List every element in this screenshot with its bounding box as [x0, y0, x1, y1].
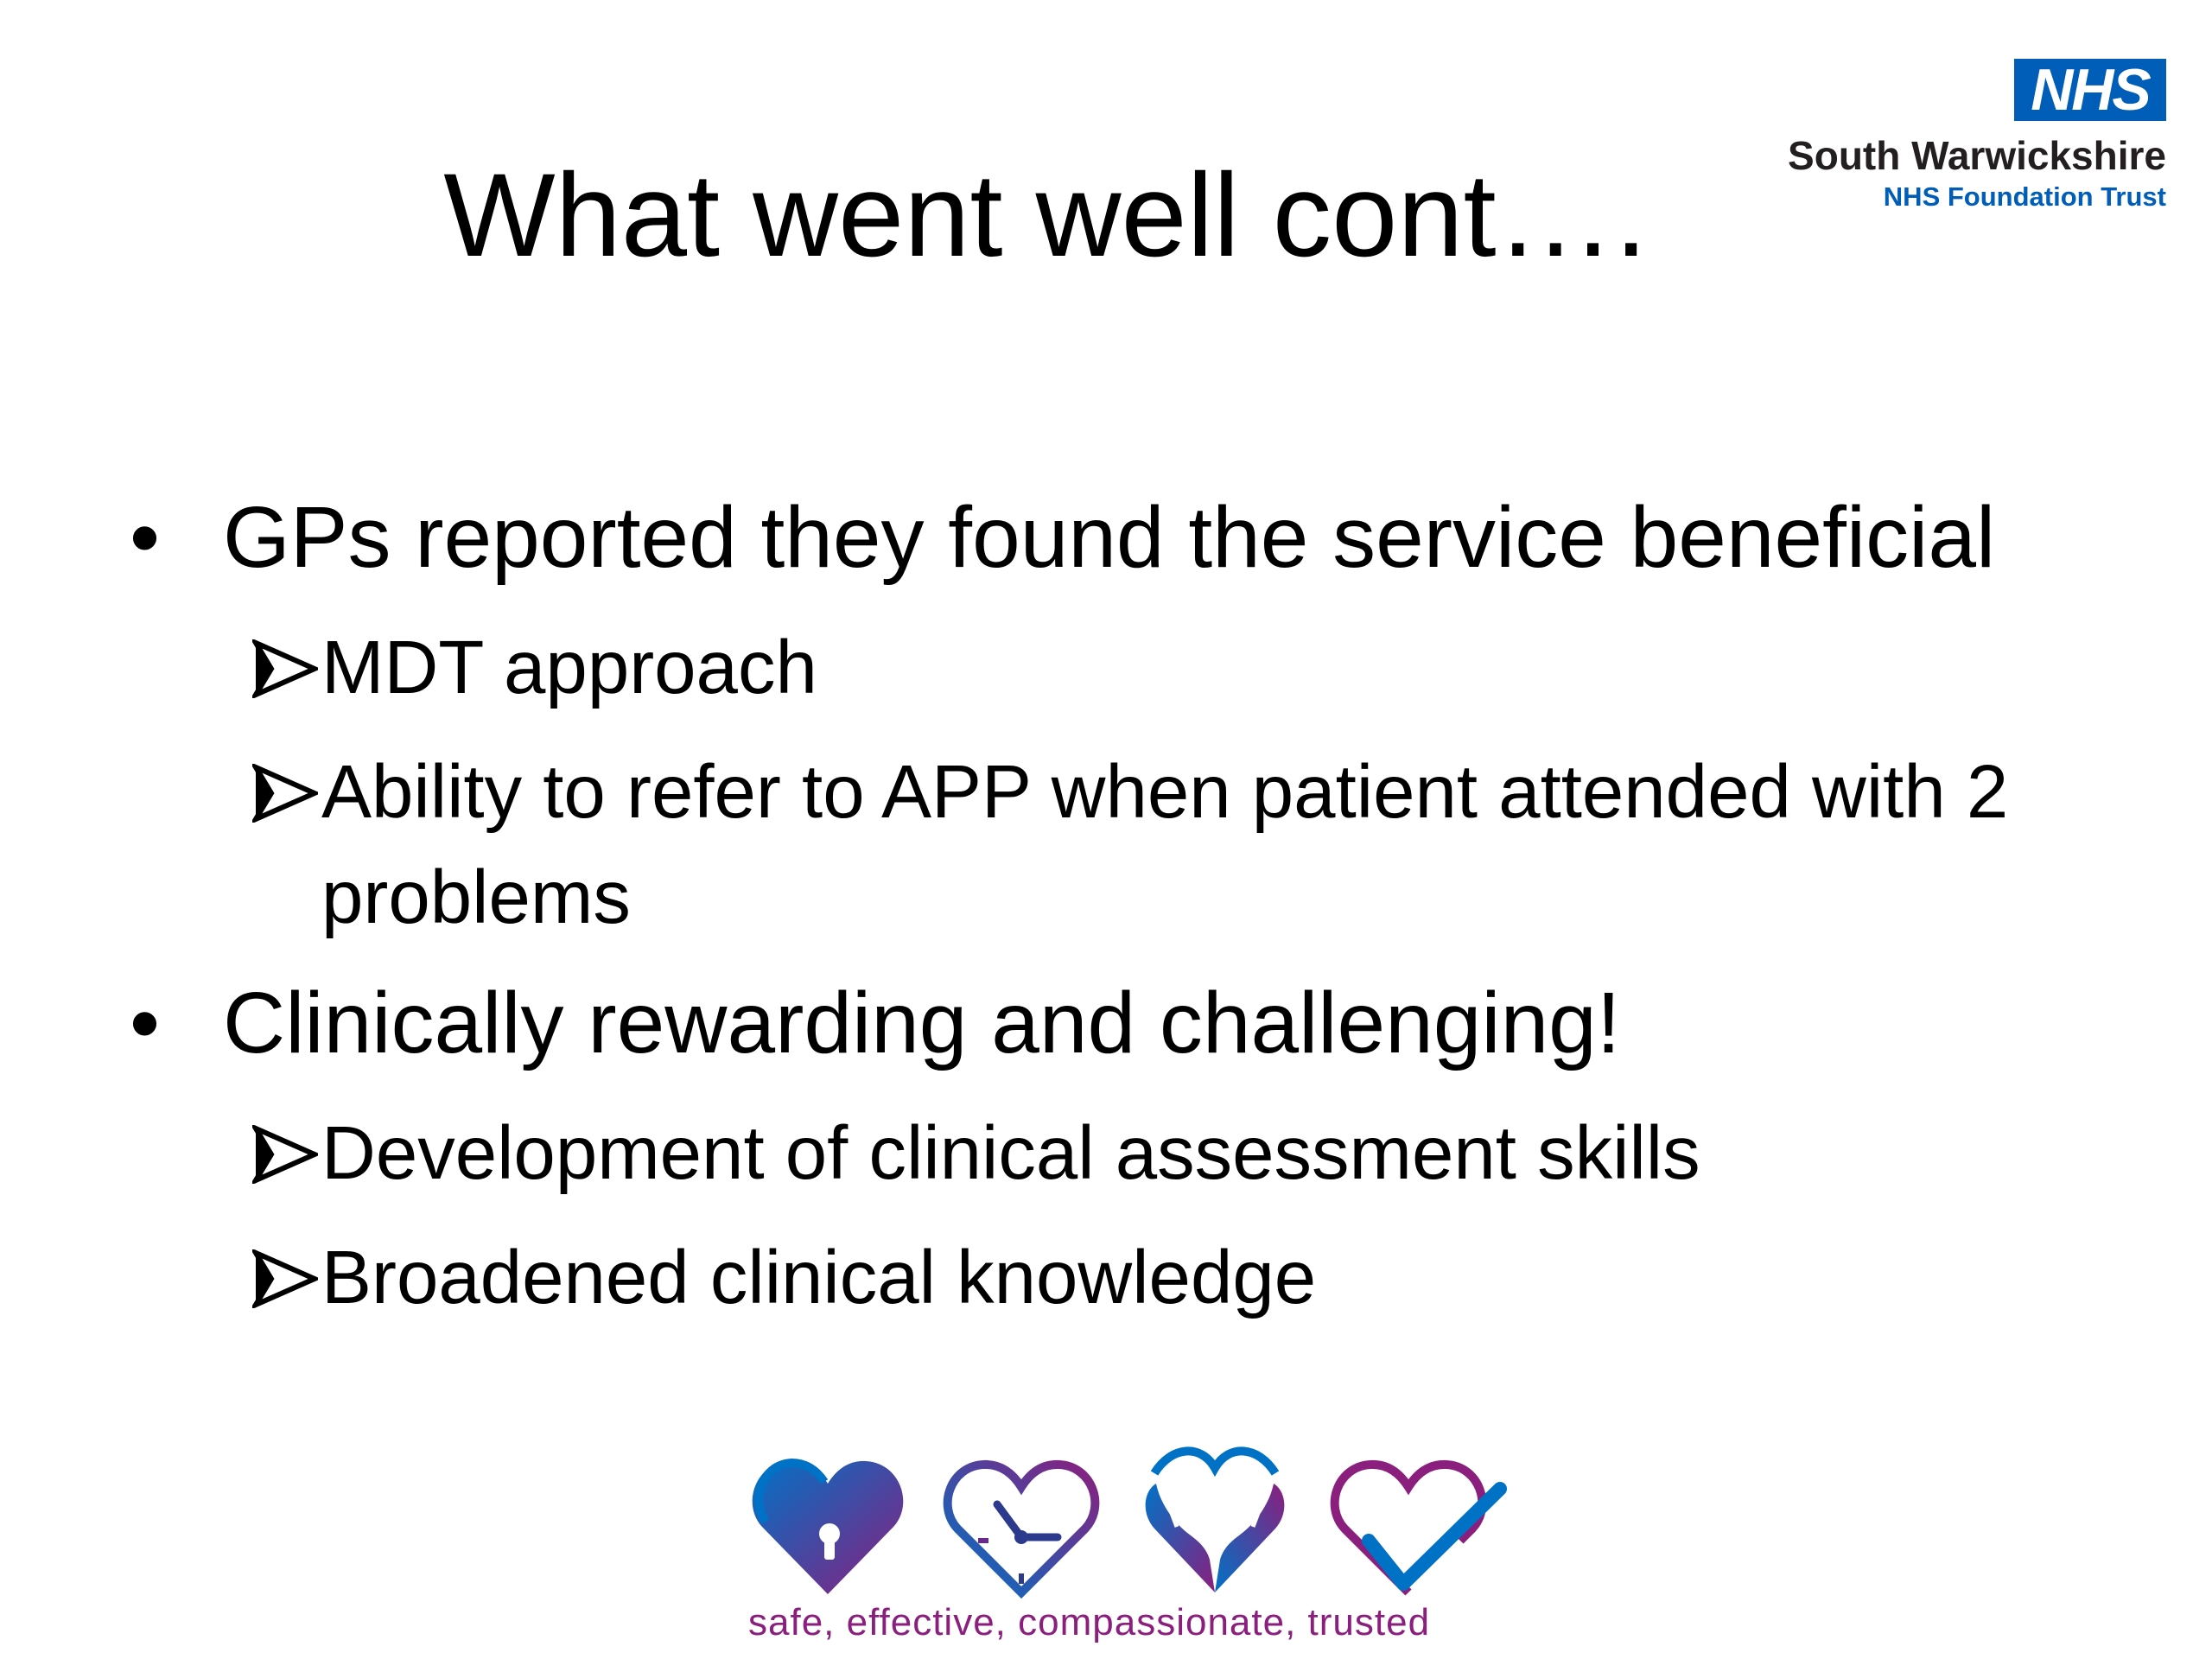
- sub-bullet-item: [130, 1101, 2117, 1206]
- sub-bullet-item: [130, 740, 2117, 950]
- sub-bullet-item: [130, 615, 2117, 721]
- arrow-bullet-icon: [252, 639, 318, 698]
- heart-clock-icon: [948, 1465, 1096, 1592]
- bullet-item: [130, 484, 2117, 591]
- org-subtitle: NHS Foundation Trust: [1883, 181, 2166, 212]
- bullet-item: [130, 969, 2117, 1077]
- bullet-text: Clinically rewarding and challenging!: [223, 975, 1621, 1071]
- heart-lock-icon: [753, 1461, 904, 1594]
- slide-title: What went well cont….: [443, 149, 1648, 282]
- bullet-list: [130, 484, 2117, 1350]
- bullet-dot-icon: •: [130, 975, 161, 1071]
- org-name: South Warwickshire: [1788, 133, 2166, 178]
- arrow-bullet-icon: [252, 1125, 318, 1184]
- sub-bullet-text: MDT approach: [321, 626, 817, 709]
- sub-bullet-text: Ability to refer to APP when patient attended with 2 problems: [321, 750, 2009, 939]
- bullet-text: GPs reported they found the service beneficial: [223, 489, 1996, 586]
- arrow-bullet-icon: [252, 764, 318, 823]
- bullet-dot-icon: •: [130, 489, 161, 586]
- sub-bullet-text: Development of clinical assessment skills: [321, 1111, 1700, 1195]
- sub-bullet-text: Broadened clinical knowledge: [321, 1236, 1317, 1319]
- nhs-badge: NHS: [2014, 59, 2166, 121]
- values-hearts: [743, 1430, 1521, 1603]
- values-tagline: safe, effective, compassionate, trusted: [748, 1601, 1431, 1643]
- values-footer: [743, 1430, 1521, 1655]
- heart-hands-icon: [1146, 1451, 1285, 1592]
- arrow-bullet-icon: [252, 1249, 318, 1308]
- heart-check-icon: [1335, 1465, 1500, 1592]
- sub-bullet-item: [130, 1225, 2117, 1331]
